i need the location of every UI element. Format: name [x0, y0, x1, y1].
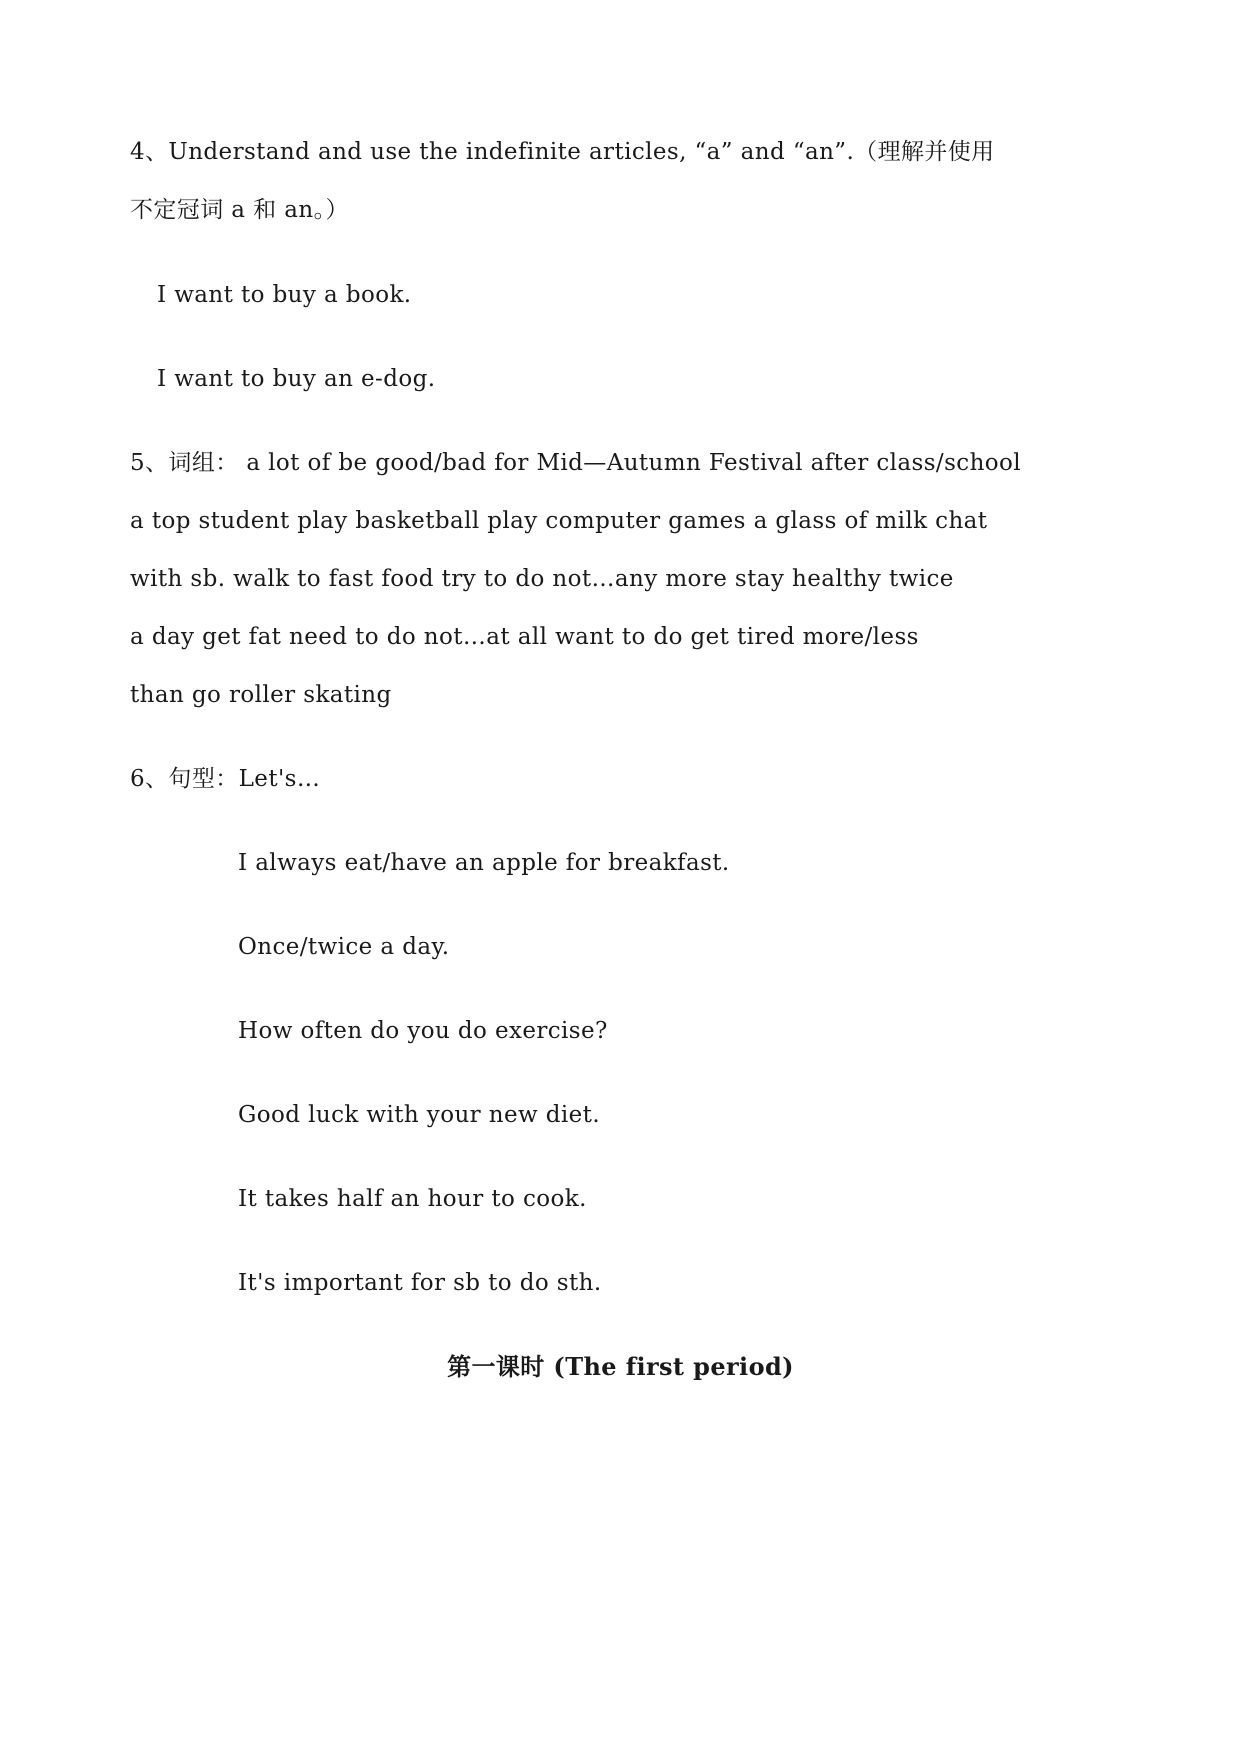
phrase-line: with sb. walk to fast food try to do not…any more stay healthy twice: [130, 566, 954, 592]
section-4-line-1: 4、Understand and use the indefinite articles, “a” and “an”.（理解并使用: [130, 139, 995, 165]
phrase-line: than go roller skating: [130, 682, 392, 708]
sentence-pattern: Good luck with your new diet.: [238, 1102, 601, 1128]
example-sentence: I want to buy a book.: [157, 282, 412, 308]
section-4-line-2: 不定冠词 a 和 an。）: [130, 197, 349, 223]
sentence-pattern: It's important for sb to do sth.: [238, 1270, 602, 1296]
example-sentence: I want to buy an e-dog.: [157, 366, 436, 392]
period-heading: 第一课时 (The first period): [447, 1352, 794, 1381]
phrase-line: a day get fat need to do not…at all want to do get tired more/less: [130, 624, 919, 650]
sentence-pattern: It takes half an hour to cook.: [238, 1186, 587, 1212]
section-6-title: 6、句型：Let's…: [130, 766, 321, 792]
phrase-line: a top student play basketball play computer games a glass of milk chat: [130, 508, 988, 534]
sentence-pattern: I always eat/have an apple for breakfast.: [238, 850, 730, 876]
phrase-line: 5、词组： a lot of be good/bad for Mid—Autumn Festival after class/school: [130, 450, 1022, 476]
sentence-pattern: Once/twice a day.: [238, 934, 450, 960]
sentence-pattern: How often do you do exercise?: [238, 1018, 608, 1044]
